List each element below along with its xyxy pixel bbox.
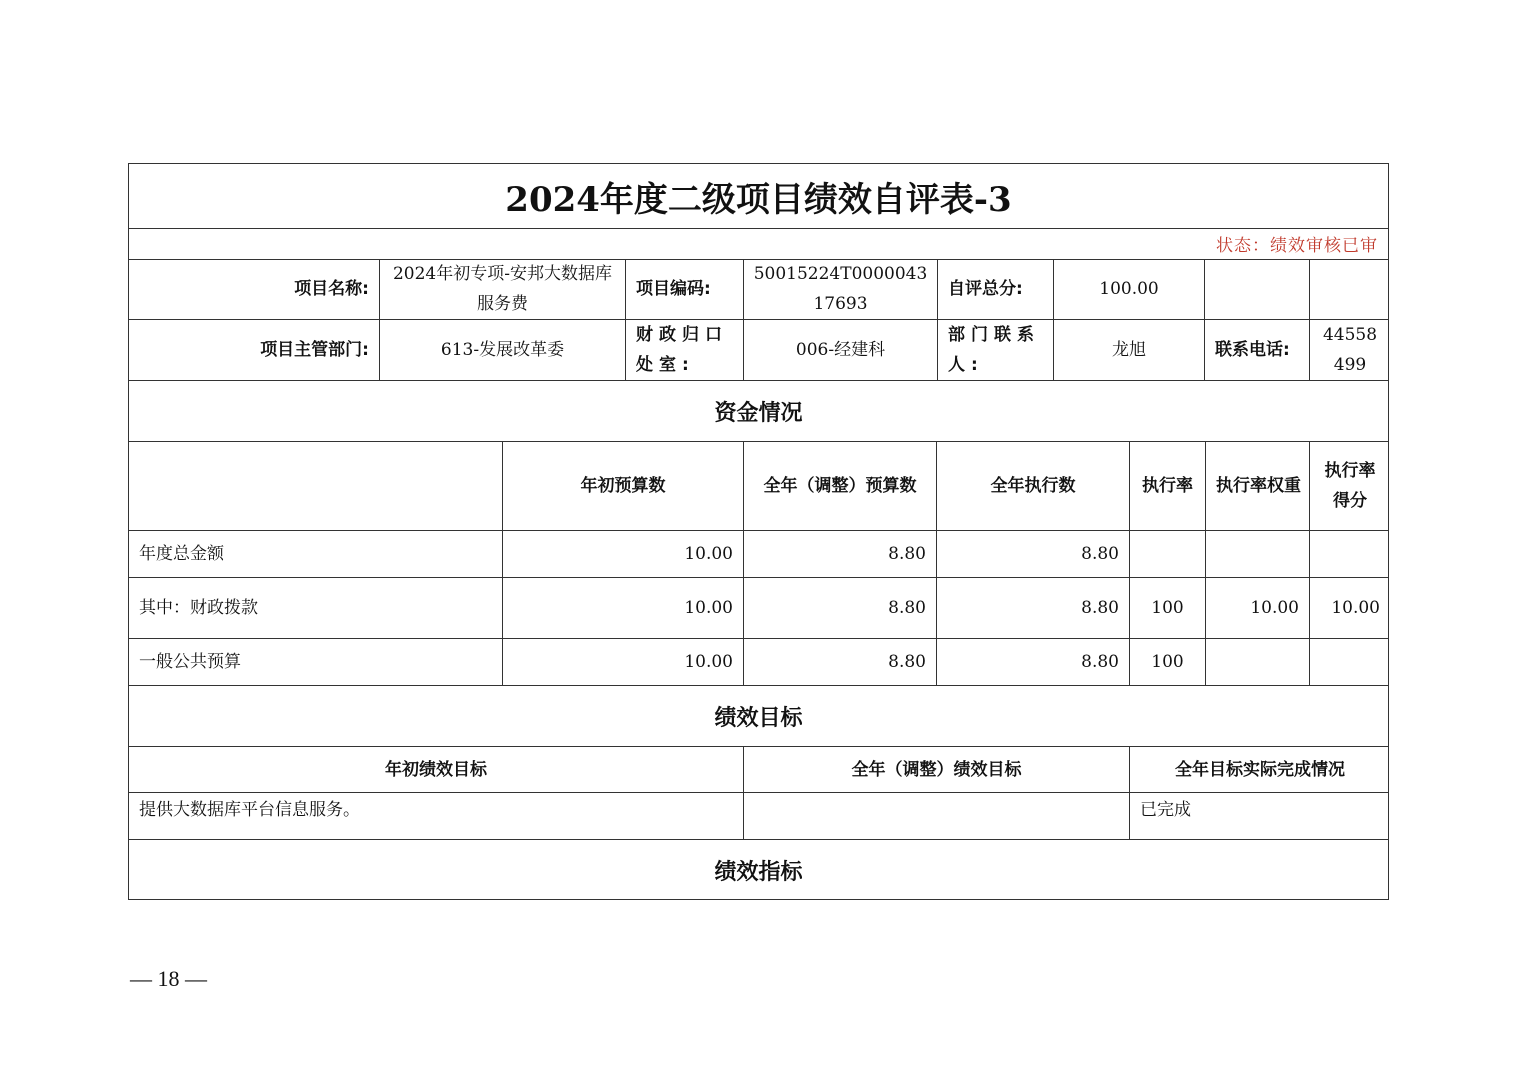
fund-executed: 8.80: [937, 531, 1130, 577]
status-badge: 状态：绩效审核已审: [129, 228, 1388, 260]
evaluation-form: [128, 163, 1389, 900]
goals-header-initial: 年初绩效目标: [129, 747, 744, 792]
dept-value: 613-发展改革委: [380, 320, 626, 380]
fund-adjusted: 8.80: [744, 531, 937, 577]
empty-cell: [1205, 259, 1310, 319]
table-row: [129, 639, 1388, 686]
fund-adjusted: 8.80: [744, 578, 937, 638]
empty-cell: [1310, 259, 1390, 319]
fund-rate: 100: [1130, 639, 1206, 685]
fund-score: [1310, 639, 1390, 685]
goals-header-actual: 全年目标实际完成情况: [1175, 759, 1345, 780]
funds-header-row: [129, 442, 1388, 531]
dept-label: 项目主管部门:: [129, 320, 380, 380]
fund-name: 年度总金额: [129, 531, 503, 577]
project-name-label: 项目名称:: [129, 259, 380, 319]
fund-initial: 10.00: [503, 578, 744, 638]
score-value: 100.00: [1054, 259, 1205, 319]
initial-goal: 提供大数据库平台信息服务。: [129, 793, 744, 839]
fund-weight: [1206, 639, 1310, 685]
page-number: — 18 —: [130, 966, 207, 991]
project-code-value: 50015224T000004317693: [744, 259, 938, 319]
table-row: [129, 578, 1388, 639]
contact-value: 龙旭: [1054, 320, 1205, 380]
goals-header-adjusted: 全年（调整）绩效目标: [744, 747, 1130, 792]
funds-header-score: 执行率得分: [1324, 461, 1376, 511]
fund-initial: 10.00: [503, 531, 744, 577]
form-title: 2024年度二级项目绩效自评表-3: [129, 164, 1388, 229]
info-row-2: [129, 320, 1388, 381]
fund-score: 10.00: [1331, 598, 1380, 618]
funds-section-title: 资金情况: [129, 381, 1388, 442]
funds-header-initial: 年初预算数: [503, 442, 744, 530]
office-label: 财政归口处室:: [626, 320, 744, 380]
fund-executed: 8.80: [937, 578, 1130, 638]
fund-adjusted: 8.80: [744, 639, 937, 685]
funds-header-executed: 全年执行数: [937, 442, 1130, 530]
fund-weight: [1206, 531, 1310, 577]
fund-rate: 100: [1130, 578, 1206, 638]
info-row-1: [129, 259, 1388, 320]
fund-initial: 10.00: [503, 639, 744, 685]
contact-label: 部门联系人:: [938, 320, 1054, 380]
fund-rate: [1130, 531, 1206, 577]
project-code-label: 项目编码:: [626, 259, 744, 319]
funds-header-blank: [129, 442, 503, 530]
fund-executed: 8.80: [937, 639, 1130, 685]
goals-header-row: [129, 747, 1388, 793]
actual-completion: 已完成: [1140, 800, 1191, 820]
adjusted-goal: [744, 793, 1130, 839]
fund-weight: 10.00: [1206, 578, 1310, 638]
indicators-section-title: 绩效指标: [714, 859, 803, 885]
table-row: [129, 531, 1388, 578]
goals-content-row: [129, 793, 1388, 840]
project-name-value: 2024年初专项-安邦大数据库服务费: [380, 259, 626, 319]
phone-label: 联系电话:: [1205, 320, 1310, 380]
funds-header-adjusted: 全年（调整）预算数: [744, 442, 937, 530]
phone-value: 44558499: [1322, 325, 1378, 375]
fund-name: 一般公共预算: [129, 639, 503, 685]
fund-score: [1310, 531, 1390, 577]
fund-name: 其中：财政拨款: [129, 578, 503, 638]
funds-header-weight: 执行率权重: [1206, 442, 1310, 530]
funds-header-rate: 执行率: [1130, 442, 1206, 530]
goals-section-title: 绩效目标: [129, 686, 1388, 747]
office-value: 006-经建科: [744, 320, 938, 380]
score-label: 自评总分:: [938, 259, 1054, 319]
